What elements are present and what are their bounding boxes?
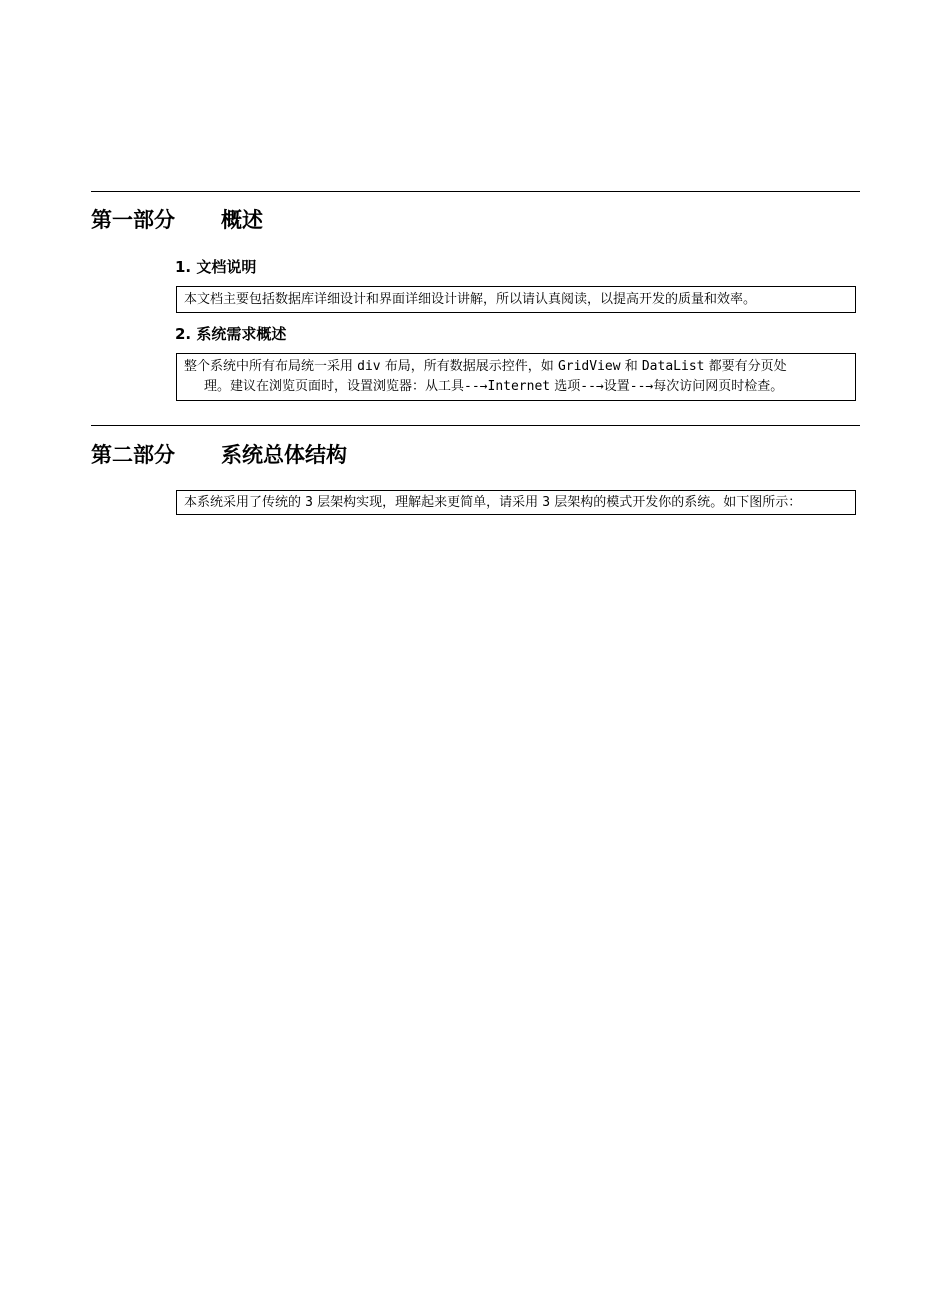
section-2-textbox <box>176 353 856 401</box>
section-2-title: 系统需求概述 <box>196 325 287 343</box>
section-2-line-2: 理。建议在浏览页面时，设置浏览器：从工具--→Internet 选项--→设置--→每次访问网页时检查。 <box>204 379 784 394</box>
section-1-textbox <box>176 286 856 313</box>
arrow-icon: --→ <box>629 379 654 394</box>
part2-number: 第二部分 <box>91 443 175 467</box>
section-2-number: 2. <box>175 325 192 343</box>
section-2-heading <box>175 324 286 344</box>
arrow-icon: --→ <box>580 379 604 394</box>
part2-title: 系统总体结构 <box>221 443 347 467</box>
part2-top-rule <box>91 425 860 426</box>
code-gridview: GridView <box>557 359 621 374</box>
section-1-number: 1. <box>175 258 192 276</box>
part2-textbox <box>176 490 856 515</box>
section-1-heading <box>175 257 256 277</box>
code-datalist: DataList <box>641 359 705 374</box>
part1-heading <box>91 207 263 233</box>
code-internet: Internet <box>487 379 551 394</box>
part2-heading <box>91 442 347 468</box>
part1-title: 概述 <box>221 208 263 232</box>
section-1-text: 本文档主要包括数据库详细设计和界面详细设计讲解，所以请认真阅读，以提高开发的质量和效率。 <box>184 292 757 307</box>
part1-top-rule <box>91 191 860 192</box>
section-1-title: 文档说明 <box>196 258 257 276</box>
part2-text: 本系统采用了传统的 3 层架构实现，理解起来更简单，请采用 3 层架构的模式开发你的系统。如下图所示： <box>184 495 802 510</box>
section-2-line-1: 整个系统中所有布局统一采用 div 布局，所有数据展示控件，如 GridView 和 DataList 都要有分页处 <box>184 359 787 374</box>
code-div: div <box>357 359 381 374</box>
arrow-icon: --→ <box>464 379 488 394</box>
part1-number: 第一部分 <box>91 208 175 232</box>
